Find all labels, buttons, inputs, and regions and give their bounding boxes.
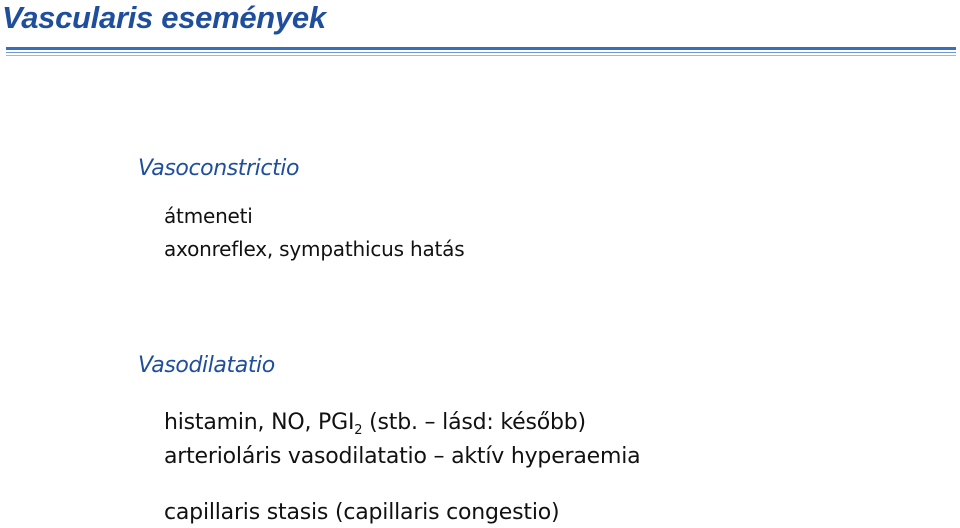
vasoconstrictio-item: átmeneti — [164, 204, 253, 228]
title-divider — [6, 47, 956, 50]
mediators-note: (stb. – lásd: később) — [362, 410, 586, 435]
section-heading-vasoconstrictio: Vasoconstrictio — [138, 156, 300, 181]
mediators-subscript: 2 — [354, 423, 363, 438]
vasoconstrictio-item: axonreflex, sympathicus hatás — [164, 237, 465, 261]
section-heading-vasodilatatio: Vasodilatatio — [138, 353, 275, 378]
vasodilatatio-item: arterioláris vasodilatatio – aktív hyperaemia — [164, 444, 641, 469]
mediators-text: histamin, NO, PGI — [164, 410, 355, 435]
title-divider-thin-2 — [6, 55, 956, 56]
vasodilatatio-mediators — [164, 410, 586, 438]
title-divider-thin — [6, 52, 956, 53]
vasodilatatio-item: capillaris stasis (capillaris congestio) — [164, 500, 560, 525]
slide-title: Vascularis események — [2, 0, 326, 35]
